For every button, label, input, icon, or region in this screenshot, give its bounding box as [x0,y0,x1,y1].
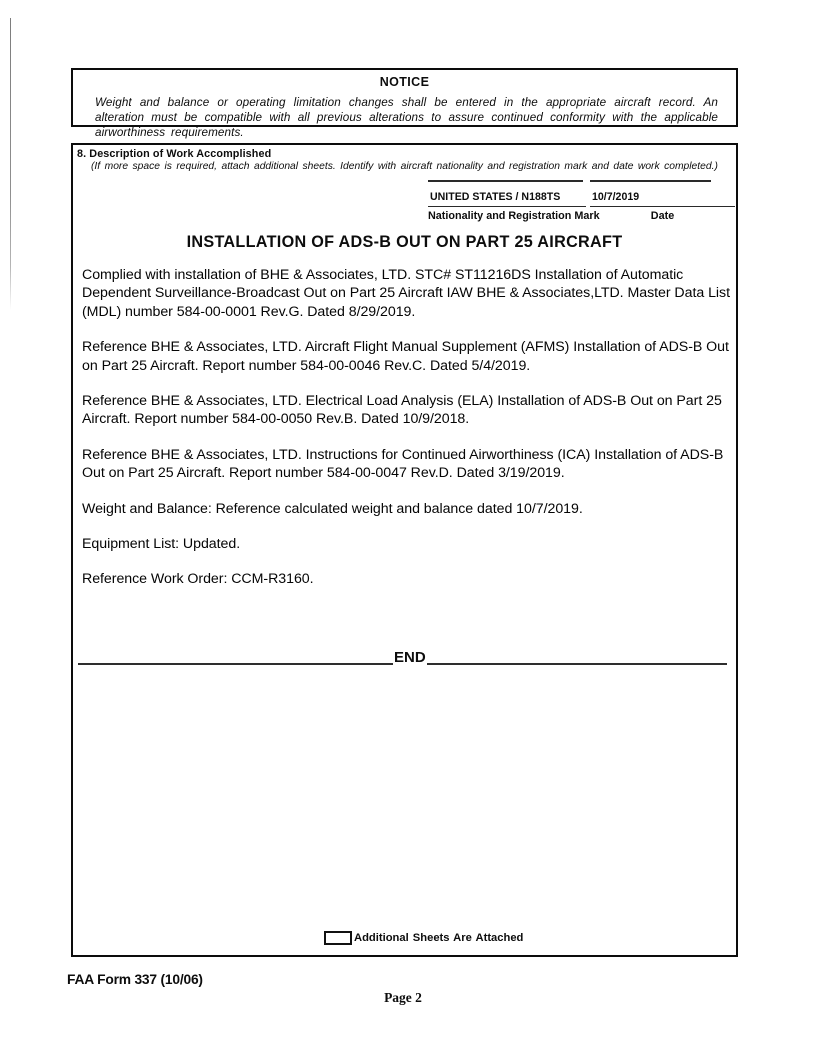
work-paragraph: Reference BHE & Associates, LTD. Electrical Load Analysis (ELA) Installation of ADS-B Out on Part 25 Aircraft. Report number 584-00-0050 Rev.B. Dated 10/9/2018. [82,393,722,428]
work-paragraph: Weight and Balance: Reference calculated weight and balance dated 10/7/2019. [82,500,583,517]
notice-title: NOTICE [379,75,430,89]
work-title: INSTALLATION OF ADS-B OUT ON PART 25 AIRCRAFT [186,233,623,251]
work-description-box [71,143,738,957]
end-marker-row [78,645,727,665]
work-paragraph: Reference BHE & Associates, LTD. Aircraft Flight Manual Supplement (AFMS) Installation of ADS-B Out on Part 25 Aircraft. Report number 584-00-0046 Rev.C. Dated 5/4/2019. [82,339,729,374]
date-label: Date [650,210,675,222]
end-line-right [427,662,727,665]
end-marker-label: END [394,649,426,666]
notice-box [71,68,738,139]
additional-sheets-label: Additional Sheets Are Attached [354,932,524,944]
work-paragraph: Equipment List: Updated. [82,536,241,553]
page-number: Page 2 [384,990,422,1005]
date-value: 10/7/2019 [590,189,735,207]
blank-underline [428,180,583,182]
work-description-heading: 8. Description of Work Accomplished [77,148,272,160]
work-paragraph: Complied with installation of BHE & Associates, LTD. STC# ST11216DS Installation of Automatic Dependent Surveillance-Broadcast Out on Part 25 Aircraft IAW BHE & Associates,LTD. Master Data List (MDL) number 584-00-0001 Rev.G. Dated 8/29/2019. [82,267,730,320]
end-line-left [78,662,393,665]
additional-sheets-row [324,931,523,945]
work-paragraphs [82,266,738,606]
work-description-instructions: (If more space is required, attach additional sheets. Identify with aircraft nationality and registration mark and date work completed.) [91,161,718,172]
blank-underline [590,180,711,182]
date-field [590,189,735,222]
additional-sheets-checkbox[interactable] [324,931,352,945]
work-paragraph: Reference Work Order: CCM-R3160. [82,571,314,588]
nationality-registration-label: Nationality and Registration Mark [428,210,600,222]
work-paragraph: Reference BHE & Associates, LTD. Instructions for Continued Airworthiness (ICA) Installation of ADS-B Out on Part 25 Aircraft. Report number 584-00-0047 Rev.D. Dated 3/19/2019. [82,446,724,482]
nationality-registration-field [428,189,600,222]
form-number: FAA Form 337 (10/06) [67,972,203,987]
nationality-registration-value: UNITED STATES / N188TS [428,189,586,207]
scan-artifact-line [10,18,11,310]
notice-body: Weight and balance or operating limitation changes shall be entered in the appropriate aircraft record. An alteration must be compatible with all previous alterations to assure continued conformity with the applicable airworthiness requirements. [95,96,718,139]
